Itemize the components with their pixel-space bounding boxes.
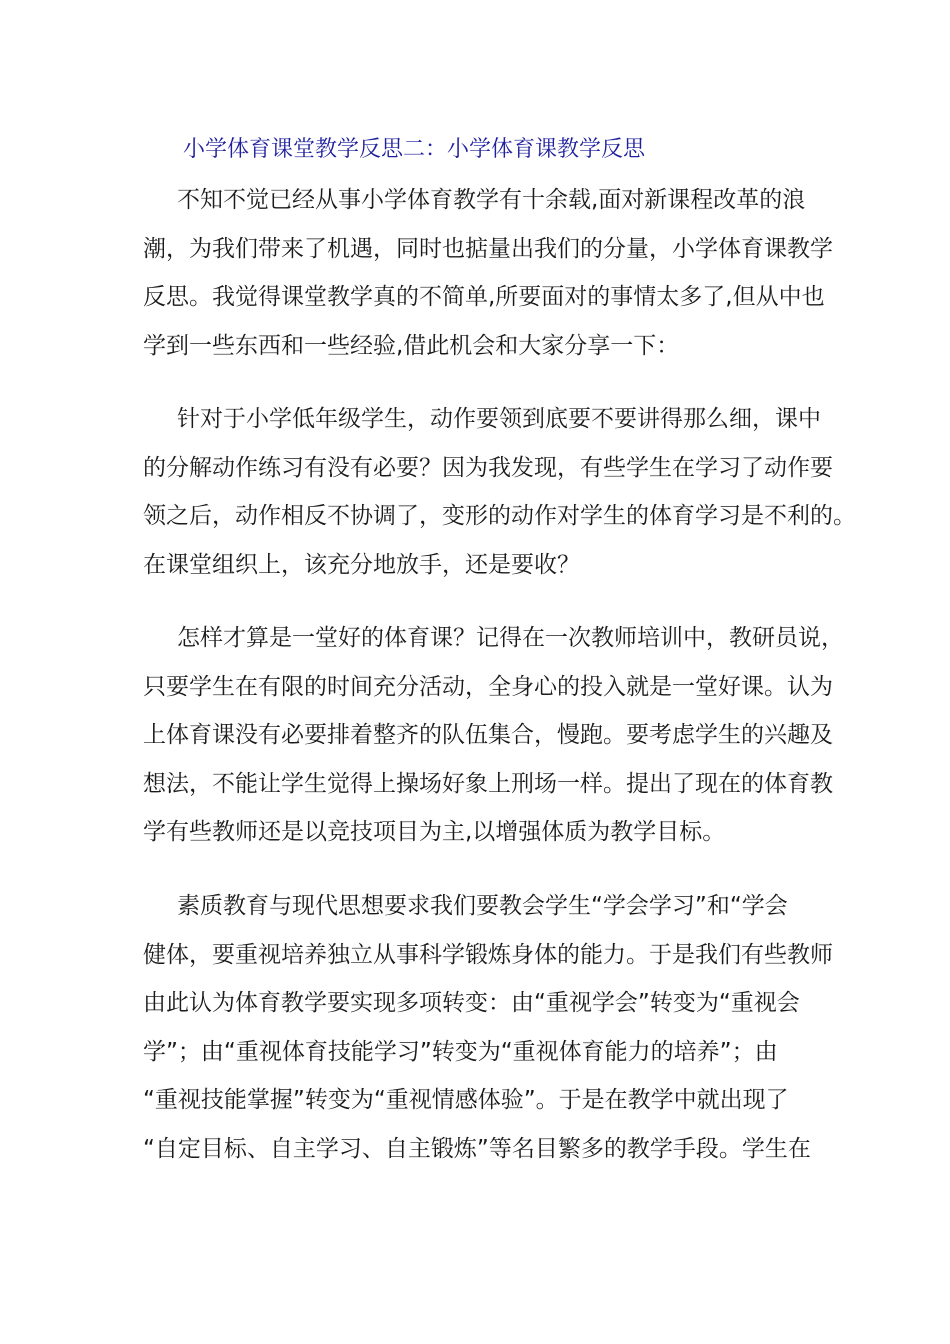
paragraph-line: 学”；由“重视体育技能学习”转变为“重视体育能力的培养”；由 (143, 1038, 778, 1065)
paragraph-line: 素质教育与现代思想要求我们要教会学生“学会学习”和“学会 (177, 893, 788, 919)
paragraph-line: 的分解动作练习有没有必要？因为我发现，有些学生在学习了动作要 (143, 454, 833, 481)
paragraph-line: “自定目标、自主学习、自主锻炼”等名目繁多的教学手段。学生在 (143, 1135, 811, 1162)
paragraph-line: 领之后，动作相反不协调了，变形的动作对学生的体育学习是不利的。 (143, 503, 856, 529)
paragraph-line: 反思。我觉得课堂教学真的不简单,所要面对的事情太多了,但从中也 (143, 284, 825, 310)
paragraph-line: 只要学生在有限的时间充分活动，全身心的投入就是一堂好课。认为 (143, 673, 833, 700)
paragraph-4 (143, 882, 833, 1173)
paragraph-line: 由此认为体育教学要实现多项转变：由“重视学会”转变为“重视会 (143, 990, 800, 1016)
paragraph-line: 想法，不能让学生觉得上操场好象上刑场一样。提出了现在的体育教 (143, 770, 833, 797)
paragraph-line: 学到一些东西和一些经验,借此机会和大家分享一下： (143, 332, 680, 359)
paragraph-line: 在课堂组织上，该充分地放手，还是要收？ (143, 551, 580, 578)
paragraph-3 (143, 614, 844, 857)
paragraph-line: 针对于小学低年级学生，动作要领到底要不要讲得那么细，课中 (177, 406, 821, 432)
paragraph-line: 潮，为我们带来了机遇，同时也掂量出我们的分量，小学体育课教学 (143, 235, 833, 262)
document-title: 小学体育课堂教学反思二：小学体育课教学反思 (183, 137, 646, 162)
paragraph-line: 不知不觉已经从事小学体育教学有十余载,面对新课程改革的浪 (177, 187, 806, 213)
paragraph-line: 怎样才算是一堂好的体育课？记得在一次教师培训中，教研员说， (177, 625, 844, 651)
paragraph-line: 上体育课没有必要排着整齐的队伍集合，慢跑。要考虑学生的兴趣及 (143, 722, 833, 748)
paragraph-1 (143, 176, 833, 370)
paragraph-line: “重视技能掌握”转变为“重视情感体验”。于是在教学中就出现了 (143, 1087, 789, 1113)
paragraph-line: 学有些教师还是以竞技项目为主,以增强体质为教学目标。 (143, 819, 726, 845)
paragraph-2 (143, 395, 856, 589)
paragraph-line: 健体，要重视培养独立从事科学锻炼身体的能力。于是我们有些教师 (143, 941, 833, 968)
